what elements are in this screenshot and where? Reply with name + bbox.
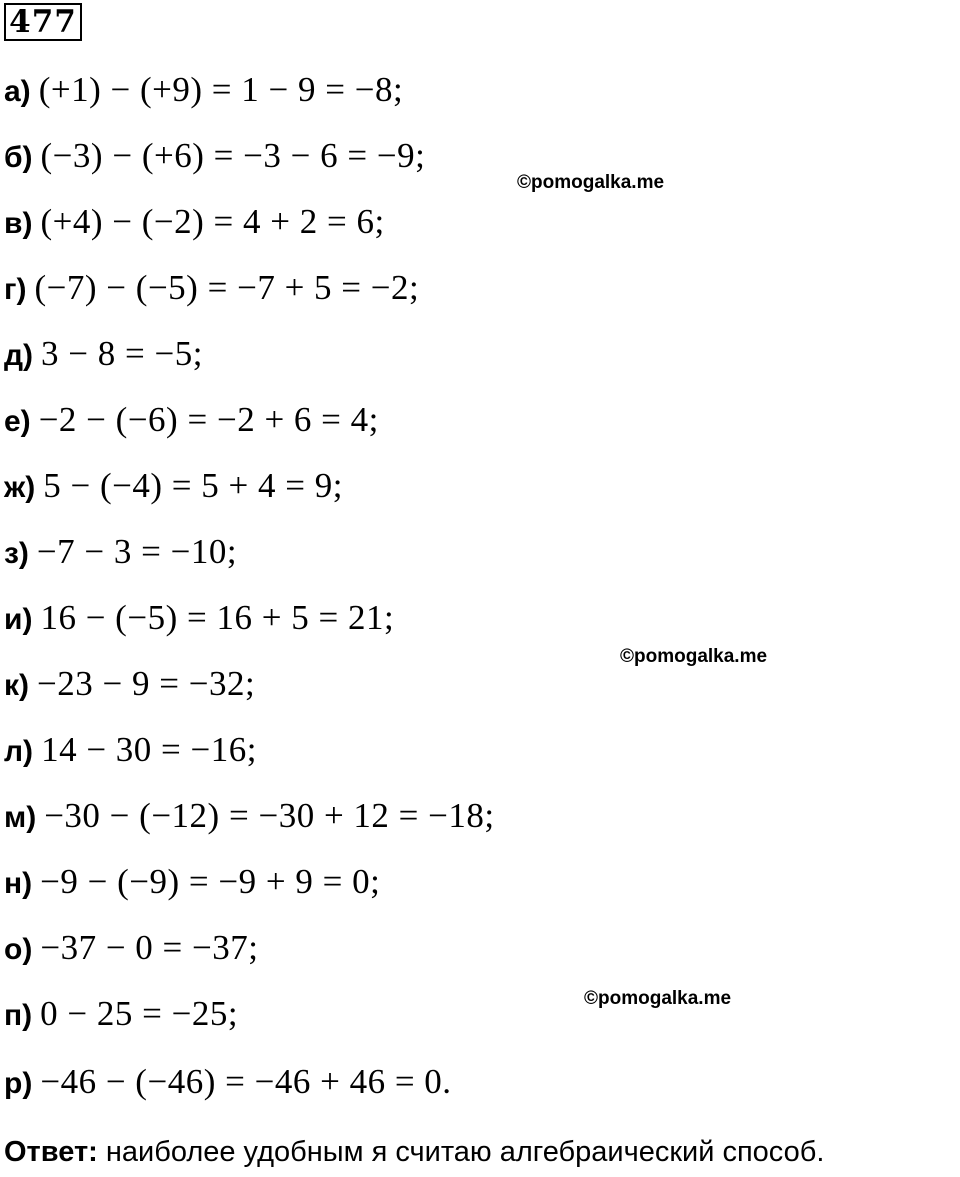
item-label: г) <box>4 273 27 306</box>
item-label: л) <box>4 735 34 768</box>
solution-row-a <box>4 70 403 114</box>
solution-row-g <box>4 268 419 312</box>
item-label: б) <box>4 141 33 174</box>
item-label: м) <box>4 801 37 834</box>
item-label: в) <box>4 207 33 240</box>
answer-line <box>4 1136 824 1169</box>
watermark: ©pomogalka.me <box>620 646 768 667</box>
solution-row-e <box>4 400 379 444</box>
solution-row-o <box>4 928 259 972</box>
solution-row-d <box>4 334 203 378</box>
solution-row-k <box>4 664 255 708</box>
item-label: н) <box>4 867 33 900</box>
item-label: е) <box>4 405 31 438</box>
watermark: ©pomogalka.me <box>517 172 665 193</box>
watermark: ©pomogalka.me <box>584 988 732 1009</box>
item-expression: −9 − (−9) = −9 + 9 = 0; <box>40 862 381 901</box>
solution-row-p <box>4 994 238 1038</box>
item-label: а) <box>4 75 31 108</box>
item-expression: −30 − (−12) = −30 + 12 = −18; <box>44 796 495 835</box>
item-expression: −37 − 0 = −37; <box>40 928 259 967</box>
item-label: ж) <box>4 471 36 504</box>
answer-text: наиболее удобным я считаю алгебраический способ. <box>97 1136 825 1168</box>
solution-row-zh <box>4 466 343 510</box>
solution-row-z <box>4 532 237 576</box>
item-expression: 16 − (−5) = 16 + 5 = 21; <box>40 598 395 637</box>
item-expression: 14 − 30 = −16; <box>41 730 258 769</box>
item-label: р) <box>4 1067 33 1100</box>
solution-row-l <box>4 730 257 774</box>
item-expression: (+1) − (+9) = 1 − 9 = −8; <box>38 70 404 109</box>
item-expression: (+4) − (−2) = 4 + 2 = 6; <box>40 202 385 241</box>
item-label: о) <box>4 933 33 966</box>
solution-row-n <box>4 862 380 906</box>
solution-row-v <box>4 202 385 246</box>
item-label: д) <box>4 339 34 372</box>
item-expression: (−7) − (−5) = −7 + 5 = −2; <box>34 268 420 307</box>
item-expression: −46 − (−46) = −46 + 46 = 0. <box>40 1062 452 1101</box>
item-expression: 3 − 8 = −5; <box>41 334 203 373</box>
item-expression: −23 − 9 = −32; <box>37 664 256 703</box>
item-expression: −7 − 3 = −10; <box>36 532 238 571</box>
task-number: 477 <box>4 3 82 41</box>
solution-row-m <box>4 796 495 840</box>
item-expression: (−3) − (+6) = −3 − 6 = −9; <box>40 136 426 175</box>
item-label: з) <box>4 537 29 570</box>
item-expression: 5 − (−4) = 5 + 4 = 9; <box>43 466 343 505</box>
solution-row-i <box>4 598 394 642</box>
solution-row-r <box>4 1062 452 1106</box>
item-label: к) <box>4 669 30 702</box>
item-label: и) <box>4 603 33 636</box>
item-label: п) <box>4 999 33 1032</box>
item-expression: −2 − (−6) = −2 + 6 = 4; <box>38 400 379 439</box>
answer-label: Ответ: <box>4 1136 98 1168</box>
item-expression: 0 − 25 = −25; <box>40 994 239 1033</box>
solution-row-b <box>4 136 425 180</box>
